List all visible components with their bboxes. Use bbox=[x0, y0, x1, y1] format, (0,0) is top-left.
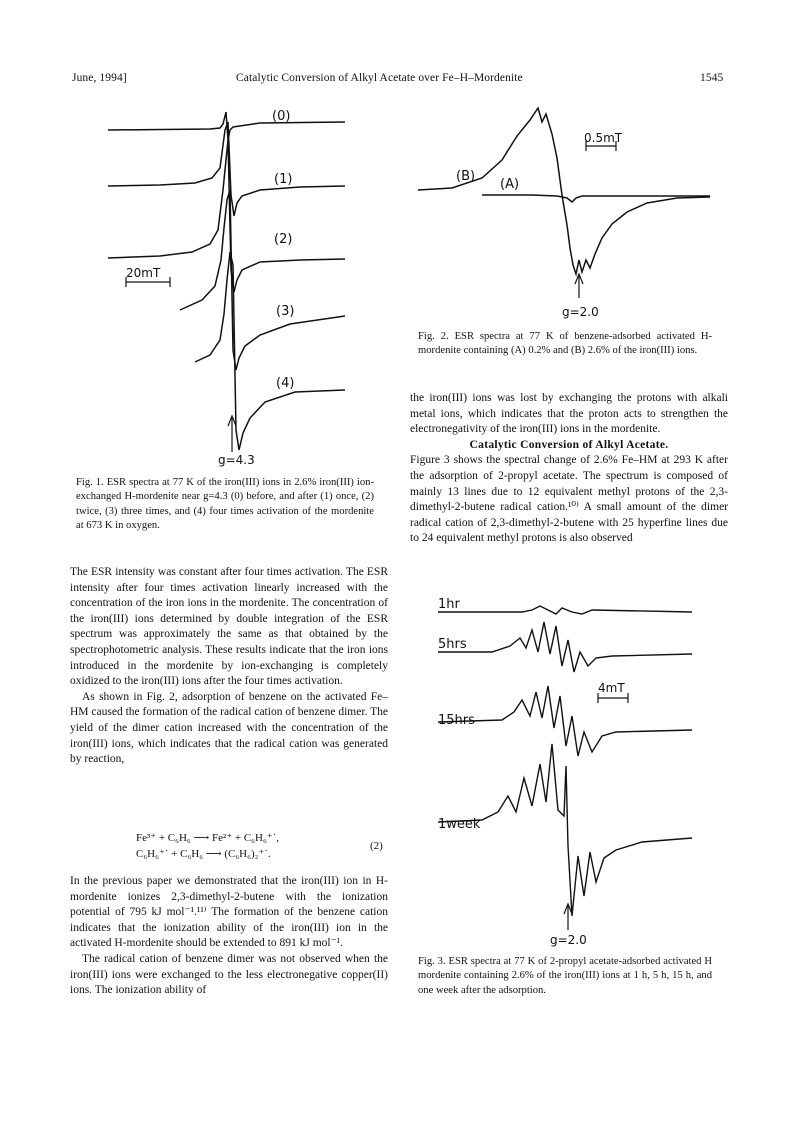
running-header-title: Catalytic Conversion of Alkyl Acetate over Fe–H–Mordenite bbox=[236, 72, 523, 84]
left-paragraph-1: The ESR intensity was constant after four times activation. The ESR intensity after four times activation linearly increased with the concentration of the iron ions in the mordenite. The concentration of the iron(III) ions determined by double integration of the ESR spectrum was approximately the same as that obtained by the spectrophotometric analysis. These results indicate that the iron ions introduced in the mordenite by ion-exchanging is completely oxidized to the iron(III) ions after the four times activation. bbox=[70, 566, 388, 688]
figure-1-label-2: (2) bbox=[274, 232, 293, 247]
figure-3-spectrum-1hr bbox=[438, 606, 692, 614]
left-paragraph-4: The radical cation of benzene dimer was not observed when the iron(III) ions were exchanged to the less electronegative copper(II) ions. The ionization ability of bbox=[70, 952, 388, 997]
right-paragraph-1: the iron(III) ions was lost by exchanging the protons with alkali metal ions, which indicates that the proton acts to strengthen the electronegativity of the iron(III) ions in the mordenite. bbox=[410, 392, 728, 436]
figure-2-label-b: (B) bbox=[456, 169, 476, 184]
figure-3-esr-spectra bbox=[432, 596, 712, 952]
figure-2-g-marker bbox=[575, 274, 583, 298]
figure-1-caption: Fig. 1. ESR spectra at 77 K of the iron(III) ions in 2.6% iron(III) ion-exchanged H-mordenite near g=4.3 (0) before, and after (1) once, (2) twice, (3) three times, and (4) four times activation of the mordenite at 673 K in oxygen. bbox=[76, 477, 374, 531]
figure-3-label-1hr: 1hr bbox=[438, 597, 460, 612]
equation-2-line-2: C₆H₆⁺˙ + C₆H₆ ⟶ (C₆H₆)₂⁺˙. bbox=[136, 848, 271, 860]
figure-1-g-label: g=4.3 bbox=[218, 453, 255, 467]
figure-3-g-label: g=2.0 bbox=[550, 933, 587, 947]
figure-3-caption: Fig. 3. ESR spectra at 77 K of 2-propyl acetate-adsorbed activated H mordenite containing 2.6% of the iron(III) ions at 1 h, 5 h, 15 h, and one week after the adsorption. bbox=[418, 956, 712, 996]
figure-2-caption: Fig. 2. ESR spectra at 77 K of benzene-adsorbed activated H-mordenite containing (A) 0.2% and (B) 2.6% of the iron(III) ions. bbox=[418, 331, 712, 357]
equation-2-line-1: Fe³⁺ + C₆H₆ ⟶ Fe²⁺ + C₆H₆⁺˙, bbox=[136, 832, 280, 844]
figure-2-spectrum-b bbox=[418, 108, 710, 274]
left-column-text bbox=[70, 565, 388, 768]
figure-2-label-a: (A) bbox=[500, 177, 520, 192]
figure-2-scale-label: 0.5mT bbox=[584, 131, 623, 145]
figure-3-label-1week: 1week bbox=[438, 817, 481, 832]
equation-2-number: (2) bbox=[370, 840, 383, 852]
figure-3-g-marker bbox=[564, 904, 572, 930]
running-header-left: June, 1994] bbox=[72, 72, 127, 84]
figure-1-label-1: (1) bbox=[274, 172, 293, 187]
figure-1-spectrum-4 bbox=[195, 252, 345, 450]
right-paragraph-2: Figure 3 shows the spectral change of 2.6% Fe–HM at 293 K after the adsorption of 2-propyl acetate. The spectrum is composed of mainly 13 lines due to 12 equivalent methyl protons of the 2,3-dimethyl-2-butene radical cation.¹⁰⁾ A small amount of the dimer radical cation of 2,3-dimethyl-2-butene with 25 hyperfine lines due to 24 equivalent methyl protons is also observed bbox=[410, 454, 728, 545]
figure-3-scale-label: 4mT bbox=[598, 681, 625, 695]
page-number: 1545 bbox=[700, 72, 724, 84]
left-column-text-continued bbox=[70, 874, 388, 999]
figure-1-esr-spectra bbox=[100, 100, 370, 470]
figure-3-label-5hrs: 5hrs bbox=[438, 637, 467, 652]
figure-1-scale-label: 20mT bbox=[126, 266, 161, 280]
figure-1-spectrum-3 bbox=[180, 190, 345, 370]
right-column-text bbox=[410, 391, 728, 547]
figure-1-label-3: (3) bbox=[276, 304, 295, 319]
figure-3-label-15hrs: 15hrs bbox=[438, 713, 475, 728]
figure-1-label-4: (4) bbox=[276, 376, 295, 391]
left-paragraph-2: As shown in Fig. 2, adsorption of benzene on the activated Fe–HM caused the formation of the radical cation of benzene dimer. The yield of the dimer cation increased with the concentration of the iron(III) ions, which indicates that the radical cation was generated by reaction, bbox=[70, 690, 388, 766]
section-heading: Catalytic Conversion of Alkyl Acetate. bbox=[469, 438, 669, 451]
figure-2-esr-spectra bbox=[412, 100, 722, 325]
left-paragraph-3: In the previous paper we demonstrated that the iron(III) ion in H-mordenite ionizes 2,3-dimethyl-2-butene with the ionization potential of 795 kJ mol⁻¹.¹¹⁾ The formation of the benzene cation indicates that the ionization ability of the iron(III) ion in the activated H-mordenite should be extended to 891 kJ mol⁻¹. bbox=[70, 875, 388, 950]
figure-1-label-0: (0) bbox=[272, 109, 291, 124]
figure-1-g-marker bbox=[228, 416, 236, 452]
figure-3-spectrum-15hrs bbox=[438, 686, 692, 756]
figure-3-spectrum-5hrs bbox=[438, 622, 692, 672]
figure-2-g-label: g=2.0 bbox=[562, 305, 599, 319]
